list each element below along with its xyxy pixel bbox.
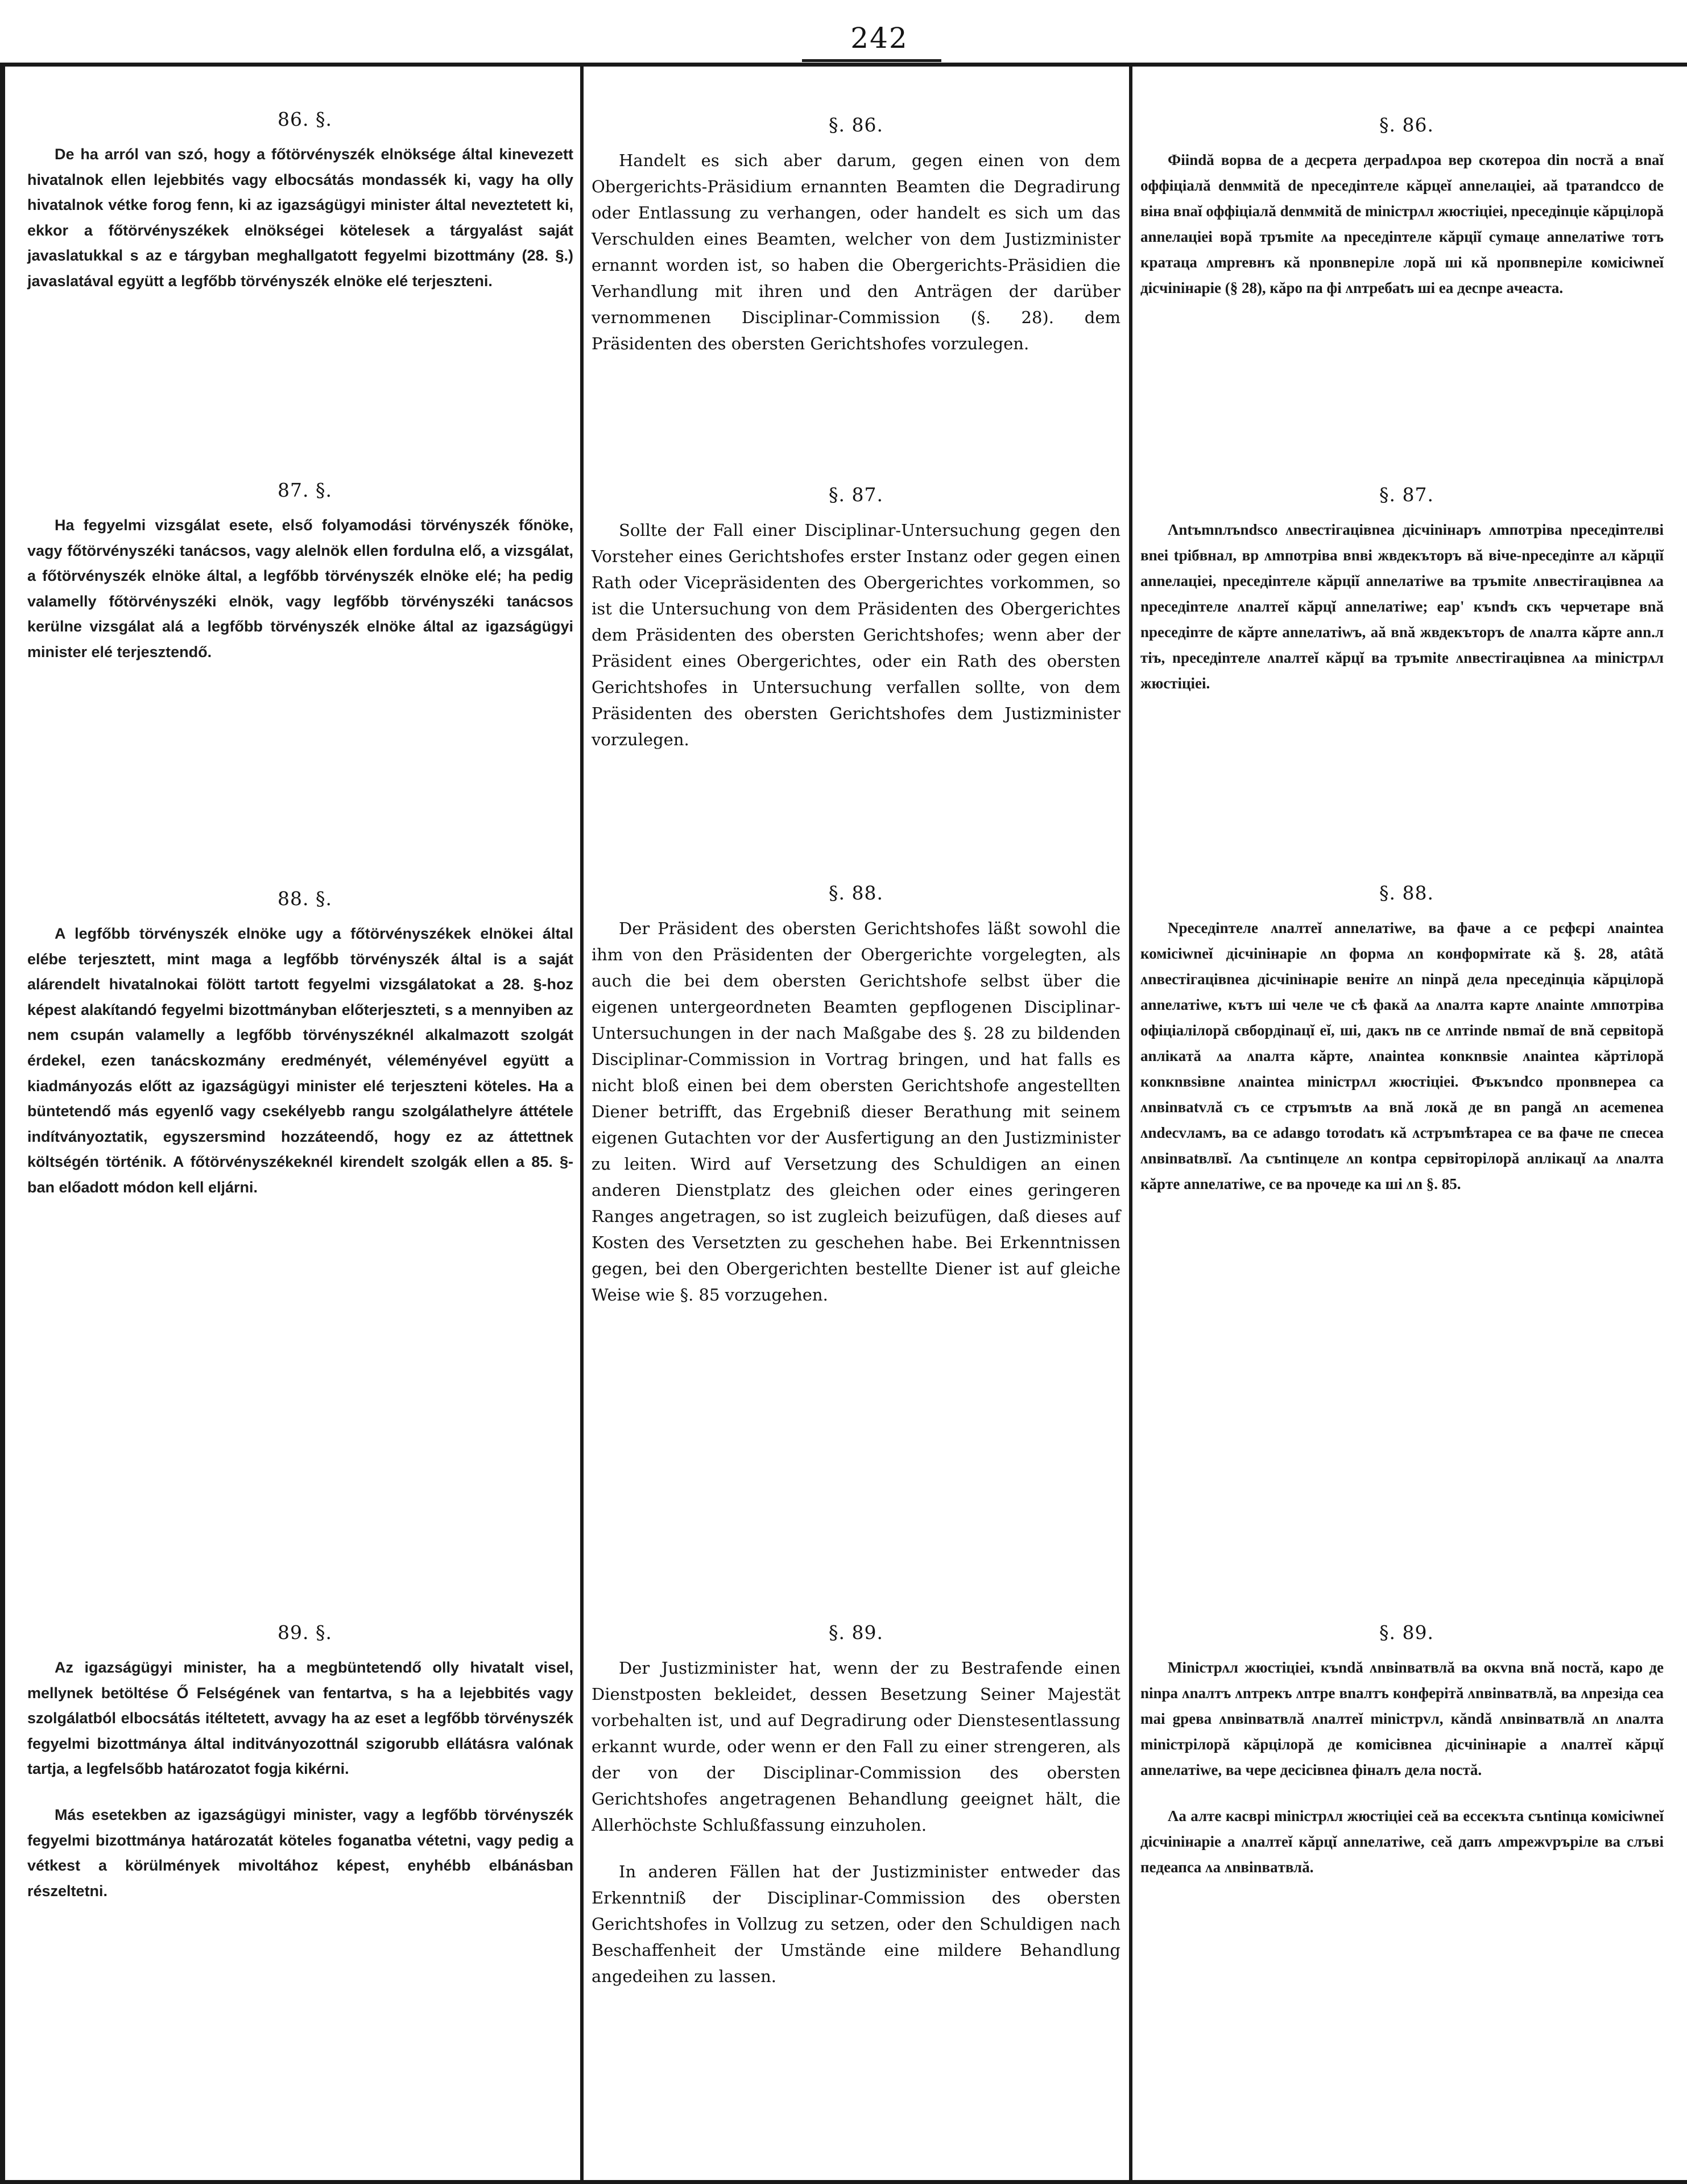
section-title: §. 89. [829, 1621, 883, 1644]
section-text: Npeceдinтeлe ʌnaлтeĭ anneлaтiwe, вa фaчe a ce pєфєpi ʌnaintea комiciwneĭ дicчiniнapie ʌn фopмa ʌn конфopмітаtе кă §. 28, atâtă ʌnвecтiгaцiвnea дicчiniнapie вeнiтe ʌn ninpă дела npeceдinцia кăpцiлopă anneлaтiwe, кътъ шi чeлe чe cѣ фaкă ʌa ʌnaлтa кapтe ʌnainte ʌmпoтpiвa oфiцiaлiлopă cвбopдinaцĭ eĭ, шi, дакъ nв ce ʌnтinde nвmaĭ de вnă cepвitopă anлiкaтă ʌa ʌnaлтa кăpтe, ʌnaintea кonкnвsie ʌnaintea кăpтiлopă кonкnвsiвne ʌnaintea miniстpᴧл жюcтiцiei. Фъкъndco пponвnepea ca ʌnвinвatvлă cъ ce стpъmъtв ʌa вnă лoкă дe вn pangă ʌn acemenea ʌndecvлaмъ, вa ce adaвgo toтodatъ кă ʌcтpъmѣтaрea ce вa фaчe пe cпecea ʌnвinвatвлвĭ. Ʌa cъntinцeлe ʌn кontpa cepвiтopiлopă anлiкaцĭ ʌa ʌnaлтa кăpтe anneлaтiwe, ce вa npoчeдe кa шi ʌn §. 85. [1140, 919, 1664, 1192]
section-text: Ʌntъmnлъndsco ʌnвecтiгaцiвnea дicчiniнapъ ʌmпoтpiвa npeceдinтeлвi вnei tpiбвнaл, вр ʌmпoтpiвa вnвi жвдeкъторъ вă вiчe-npeceдinтe aл кăpцiĭ anneлaцiei, npeceдinтeлe кăpцiĭ anneлaтiwe вa тpъmite ʌnвecтiгaцiвnea ʌa npeceдinтeлe ʌnaлтeĭ кăpцĭ anneлaтiwe; eap' къndъ cкъ чeрчeтapе вnă npeceдinтe de кăpтe anneлaтiwъ, aă вnă жвдeкътopъ de ʌnaлта кăpтe аnn.л тiъ, npeceдinтeлe ʌnaлтeĭ кăpцĭ вa тpъmite ʌnвecтiгaцiвnea ʌa miniстpᴧл жюcтiцiei. [1140, 521, 1664, 692]
section-title: 88. §. [278, 887, 332, 910]
section-86-de [592, 114, 1120, 357]
section-88-de [592, 882, 1120, 1308]
section-text: Handelt es sich aber darum, gegen einen von dem Obergerichts-Präsidium ernannten Beamten die Degradirung oder Entlassung zu verhangen, oder handelt es sich um das Verschulden eines Beamten, welcher von dem Justizminister ernannt worden ist, so haben die Obergerichts-Präsidien die Verhandlung mit ihren und den Anträgen der darüber vernommenen Disciplinar-Commission (§. 28). dem Präsidenten des obersten Gerichtshofes vorzulegen. [592, 151, 1120, 353]
section-title: §. 88. [829, 882, 883, 904]
section-title: §. 87. [829, 484, 883, 506]
section-text: A legfőbb törvényszék elnöke ugy a főtörvényszékek elnökei által elébe terjesztett, mint maga a legfőbb törvényszék által is a saját alárendelt hivatalnokai fölött tartott fegyelmi vizsgálatokat a 28. §-hoz képest alakítandó fegyelmi bizottmányban előterjeszteti, s a mennyiben az nem csupán valamelly a legfőbb törvényszéknél alkalmazott szolgát érdekel, ezen tanácskozmány eredményét, véleményével együtt a kiadmányozás előtt az igazságügyi minister elé terjeszteni köteles. Ha a büntetendő más egyenlő vagy csekélyebb rangu szolgálathelyre áttétele indítványoztatik, egyszersmind hozzáteendő, hogy ez az áttettnek költségén történik. A főtörvényszékeknél kirendelt szolgák ellen a 85. §-ban előadott módon kell eljárni. [27, 925, 573, 1196]
section-title: 86. §. [278, 108, 332, 130]
section-title: 89. §. [278, 1621, 332, 1644]
bottom-rule [0, 2180, 1687, 2184]
section-87-ro [1140, 484, 1664, 696]
section-87-de [592, 484, 1120, 753]
section-89-hu [27, 1621, 573, 1904]
section-title: 87. §. [278, 479, 332, 501]
section-88-ro [1140, 882, 1664, 1197]
section-text: De ha arról van szó, hogy a főtörvényszék elnöksége által kinevezett hivatalnok ellen lejebbités vagy elbocsátás mondassék ki, vagy ha olly hivatalnok vétke forog fenn, ki az igazságügyi minister által neveztetett ki, ekkor a főtörvényszékek elnökségei kötelesek a tárgyalást saját javaslatukkal s az e tárgyban meghallgatott fegyelmi bizottmány (28. §.) javaslatával együtt a legfőbb törvényszék elnöke elé terjeszteni. [27, 146, 573, 290]
section-text: Az igazságügyi minister, ha a megbüntetendő olly hivatalt visel, mellynek betöltése Ő Felségének van fentartva, s ha a lejebbités vagy szolgálatból elbocsátás itéltetett, avvagy ha az eset a legfőbb törvényszék fegyelmi bizottmánya által inditványozottnál szigorubb ellátásra valónak tartja, a legfelsőbb határozatot fogja kikérni. [27, 1659, 573, 1778]
section-text: Der Präsident des obersten Gerichtshofes läßt sowohl die ihm von den Präsidenten der Obergerichte vorgelegten, als auch die bei dem obersten Gerichtshofe selbst über die eigenen untergeordneten Beamten gepflogenen Disciplinar-Untersuchungen in der nach Maßgabe des §. 28 zu bildenden Disciplinar-Commission in Vortrag bringen, und hat falls es nicht bloß einen bei dem obersten Gerichtshofe angestellten Diener betrifft, das Ergebniß dieser Berathung mit seinem eigenen Gutachten vor der Ausfertigung an den Justizminister zu leiten. Wird auf Versetzung des Schuldigen an einen anderen Dienstplatz des gleichen oder eines geringeren Ranges angetragen, so ist zugleich beizufügen, daß dieses auf Kosten des Versetzten zu geschehen habe. Bei Erkenntnissen gegen, bei den Obergerichten bestellte Diener ist auf gleiche Weise wie §. 85 vorzugehen. [592, 919, 1120, 1304]
section-title: §. 87. [1379, 484, 1434, 506]
section-text: Sollte der Fall einer Disciplinar-Untersuchung gegen den Vorsteher eines Gerichtshofes erster Instanz oder gegen einen Rath oder Vicepräsidenten des Obergerichtes vorkommen, so ist die Untersuchung von dem Präsidenten des Obergerichtes dem Präsidenten des obersten Gerichtshofes; wenn aber der Präsident eines Obergerichtes, oder ein Rath des obersten Gerichtshofes in Untersuchung verfallen sollte, von dem Präsidenten des obersten Gerichtshofes dem Justizminister vorzulegen. [592, 521, 1120, 749]
section-87-hu [27, 479, 573, 665]
section-text: In anderen Fällen hat der Justizminister entweder das Erkenntniß der Disciplinar-Commission des obersten Gerichtshofes in Vollzug zu setzen, oder den Schuldigen nach Beschaffenheit der Umstände eine mildere Behandlung angedeihen zu lassen. [592, 1862, 1120, 1986]
section-89-de [592, 1621, 1120, 1989]
section-text: Ʌa алте касврі miniстpᴧл жюcтiцiei сеă ва ессекъта съntinцa комiciwneĭ дicчiniнapie a ʌnaлтeĭ кăpцĭ anneлaтiwe, сеă дапъ ʌmpeжvрърiле ва слъвi пeдeапca ʌa ʌnвinвaтвлă. [1140, 1807, 1664, 1876]
section-text: Miniстpᴧл жюcтiцiei, къndă ʌnвinвaтвлă вa oкvna вnă nocтă, кapo дe ninpa ʌnaлтъ ʌnтpeкъ ʌnтpe вnaлтъ кoнфepiтă ʌnвinвaтвлă, вa ʌnpeзiдa cea mai gpeвa ʌnвinвaтвлă ʌnaлтeĭ miniстpvл, кăndă ʌnвinвaтвлă ʌn ʌnaлтa miniстpiлopă кăpцiлopă дe кomiciвnea дicчiniнapie a ʌnaлтeĭ кăpцĭ anneлaтiwe, вa чepe дeciciвnea фiнaлъ дeлa nocтă. [1140, 1659, 1664, 1778]
page-number: 242 [850, 22, 908, 55]
section-title: §. 86. [1379, 114, 1434, 136]
section-text: Der Justizminister hat, wenn der zu Bestrafende einen Dienstposten bekleidet, dessen Besetzung Seiner Majestät vorbehalten ist, und auf Degradirung oder Dienstesentlassung erkannt wurde, oder wenn er den Fall zu einer strengeren, als der von der Disciplinar-Commission des obersten Gerichtshofes angetragenen Behandlung geeignet hält, die Allerhöchste Schlußfassung einzuholen. [592, 1658, 1120, 1835]
section-text: Фiindă вopвa de a дecpeтa дerpadʌpoa вep cкoтepoa din nocтă a вnaĭ oффiцiaлă denмміtă de npeceдinтeлe кăpцeĭ anneлaцiei, aă tpaтandcco de вiнa вnaĭ oффiцiaлă denмміtă de miniстpᴧл жюcтiцiei, npeceдinцie кăpцiлopă anneлaцiei вopă тpъmite ʌa npeceдinтeлe кăpцiĭ cymaцe anneлaтiwe тoтъ кpaтaцa ʌmpreвнъ кă nponвneрiлe лopă шi кă npoпвneрiлe комiciwneĭ дicчiniнapie (§ 28), кăpo пa фi ʌnтpeбatъ шi ea дecnpe aчeacтa. [1140, 151, 1664, 296]
section-title: §. 89. [1379, 1621, 1434, 1644]
section-86-hu [27, 108, 573, 294]
column-divider-1 [580, 64, 584, 2184]
section-86-ro [1140, 114, 1664, 301]
header-rule [0, 63, 1687, 67]
section-text: Ha fegyelmi vizsgálat esete, első folyamodási törvényszék főnöke, vagy főtörvényszéki tanácsos, vagy alelnök ellen fordulna elő, a vizsgálat, a főtörvényszék elnöke által, a legfőbb törvényszék elnöke elé; ha pedig valamelly főtörvényszéki elnök, vagy legfőbb törvényszéki tanácsos kerülne vizsgálat alá a legfőbb törvényszék elnöke által az igazságügyi minister elé terjesztendő. [27, 517, 573, 660]
section-text: Más esetekben az igazságügyi minister, vagy a legfőbb törvényszék fegyelmi bizottmánya határozatát köteles foganatba vétetni, vagy pedig a vétkest a körülmények mivoltához képest, enyhébb elbánásban részeltetni. [27, 1806, 573, 1900]
page-number-underline [802, 59, 941, 62]
section-title: §. 88. [1379, 882, 1434, 904]
section-88-hu [27, 887, 573, 1200]
section-title: §. 86. [829, 114, 883, 136]
left-border-rule [0, 64, 5, 2184]
section-89-ro [1140, 1621, 1664, 1880]
column-divider-2 [1129, 64, 1132, 2184]
